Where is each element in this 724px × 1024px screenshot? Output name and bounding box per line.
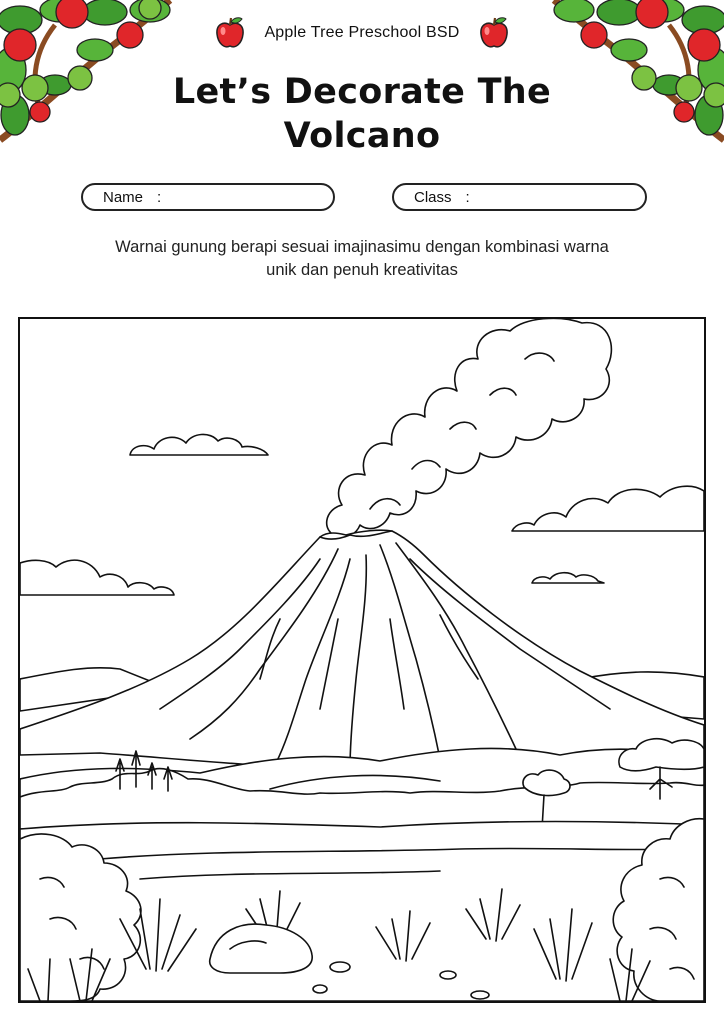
school-header bbox=[0, 16, 724, 50]
school-name: Apple Tree Preschool BSD bbox=[264, 24, 460, 41]
stone bbox=[440, 971, 456, 979]
class-field[interactable] bbox=[392, 183, 647, 211]
smoke-plume bbox=[327, 319, 612, 538]
instruction-line-1: Warnai gunung berapi sesuai imajinasimu dengan kombinasi warna bbox=[115, 238, 609, 256]
cloud-1 bbox=[130, 434, 268, 455]
stone bbox=[313, 985, 327, 993]
name-label: Name bbox=[103, 188, 144, 206]
page-title bbox=[0, 70, 724, 158]
cloud-2 bbox=[512, 486, 704, 531]
class-label: Class bbox=[414, 188, 452, 206]
coloring-frame[interactable] bbox=[18, 317, 706, 1003]
instruction-text bbox=[40, 236, 684, 282]
name-input[interactable] bbox=[169, 188, 319, 206]
stone bbox=[471, 991, 489, 999]
cloud-3 bbox=[20, 560, 174, 595]
title-line-2: Volcano bbox=[283, 116, 441, 156]
name-field[interactable] bbox=[81, 183, 335, 211]
instruction-line-2: unik dan penuh kreativitas bbox=[266, 261, 458, 279]
apple-icon bbox=[478, 16, 510, 50]
stone bbox=[330, 962, 350, 972]
name-separator: : bbox=[157, 188, 162, 206]
volcano-line-art bbox=[20, 319, 704, 1001]
title-line-1: Let’s Decorate The bbox=[172, 72, 552, 112]
class-input[interactable] bbox=[478, 188, 631, 206]
apple-icon bbox=[214, 16, 246, 50]
class-separator: : bbox=[465, 188, 470, 206]
cloud-4 bbox=[532, 573, 604, 583]
